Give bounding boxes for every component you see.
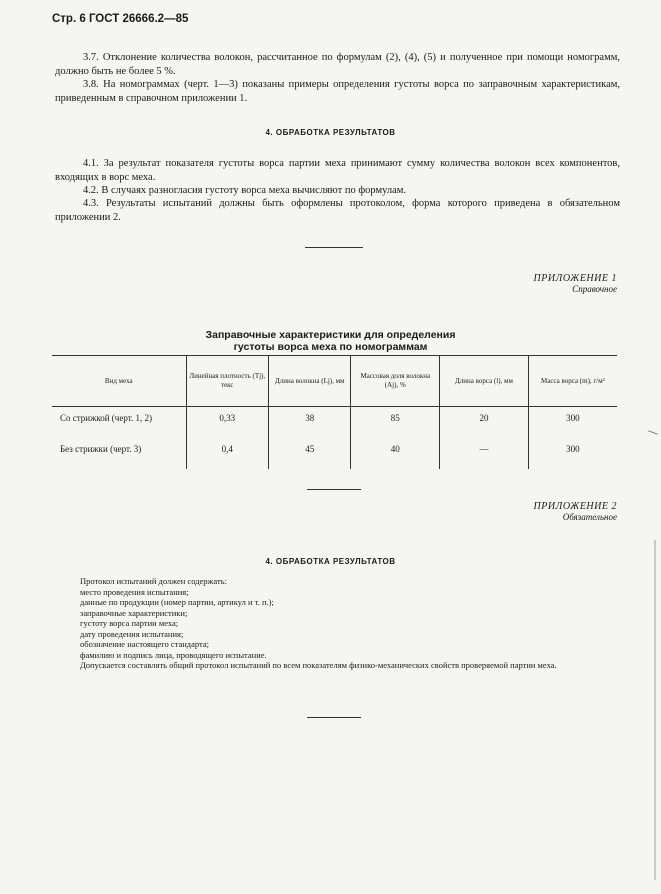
appendix-2-title: ПРИЛОЖЕНИЕ 2 <box>533 501 617 512</box>
protocol-line: дату проведения испытания; <box>80 628 184 639</box>
divider <box>307 489 361 490</box>
table-cell: 38 <box>269 407 351 439</box>
paragraph-4-1: 4.1. За результат показателя густоты ворса партии меха принимают сумму количества волокон всех компонентов, входящих в ворс меха. <box>55 158 620 183</box>
divider <box>307 717 361 718</box>
divider <box>305 247 363 248</box>
table-cell: 0,4 <box>186 438 268 469</box>
table-cell: 45 <box>269 438 351 469</box>
section-title-4: 4. ОБРАБОТКА РЕЗУЛЬТАТОВ <box>265 128 396 137</box>
characteristics-table <box>52 355 617 469</box>
column-header: Масса ворса (m), г/м² <box>528 356 617 407</box>
appendix-1-title: ПРИЛОЖЕНИЕ 1 <box>533 273 617 284</box>
paragraph-4-3: 4.3. Результаты испытаний должны быть оформлены протоколом, форма которого приведена в обязательном приложении 2. <box>55 198 620 223</box>
protocol-line: данные по продукции (номер партии, артикул и т. п.); <box>80 597 274 607</box>
table-cell: 300 <box>528 407 617 439</box>
appendix-1-label <box>534 273 618 294</box>
appendix-2-label <box>534 501 618 522</box>
protocol-final: Допускается составлять общий протокол испытаний по всем показателям физико-механических свойств проверяемой партии меха. <box>80 660 557 670</box>
table-cell: 300 <box>528 438 617 469</box>
protocol-line: густоту ворса партии меха; <box>80 618 179 628</box>
column-header: Вид меха <box>52 356 186 407</box>
table-cell-kind: Без стрижки (черт. 3) <box>60 444 142 454</box>
table-cell: 0,33 <box>186 407 268 439</box>
appendix-1-subtitle: Справочное <box>572 284 617 294</box>
page-header: Стр. 6 ГОСТ 26666.2—85 <box>52 13 189 25</box>
column-header: Массовая доля волокна (Aj), % <box>351 356 440 407</box>
table-cell-kind: Со стрижкой (черт. 1, 2) <box>60 413 152 423</box>
column-header: Длина ворса (l), мм <box>440 356 529 407</box>
table-cell: 40 <box>351 438 440 469</box>
protocol-line: место проведения испытания; <box>80 586 189 597</box>
table-row <box>52 438 617 469</box>
column-header: Длина волокна (Lj), мм <box>269 356 351 407</box>
table-cell: 20 <box>440 407 529 439</box>
protocol-list <box>80 576 620 660</box>
paragraph-3-8: 3.8. На номограммах (черт. 1—3) показаны примеры определения густоты ворса по заправочным характеристикам, приведенным в справочном приложении 1. <box>55 79 620 104</box>
protocol-line: обозначение настоящего стандарта; <box>80 639 209 649</box>
table-cell: 85 <box>351 407 440 439</box>
table-header-row <box>52 356 617 407</box>
paragraph-4-2: 4.2. В случаях разногласия густоту ворса меха вычисляют по формулам. <box>83 185 407 196</box>
table-cell: — <box>440 438 529 469</box>
column-header: Линейная плотность (Tj), текс <box>186 356 268 407</box>
protocol-line: Протокол испытаний должен содержать: <box>80 576 227 586</box>
table-title-line-2: густоты ворса меха по номограммам <box>233 341 428 353</box>
appendix-2-subtitle: Обязательное <box>562 512 617 522</box>
paragraph-3-7: 3.7. Отклонение количества волокон, рассчитанное по формулам (2), (4), (5) и полученное при помощи номограмм, должно быть не более 5 %. <box>55 52 620 77</box>
table-row <box>52 407 617 439</box>
protocol-line: фамилию и подпись лица, проводящего испытание. <box>80 649 267 660</box>
scan-mark <box>648 430 658 434</box>
scan-edge <box>654 540 656 880</box>
protocol-line: заправочные характеристики; <box>80 607 188 618</box>
table-title <box>0 329 661 353</box>
appendix-2-section-title: 4. ОБРАБОТКА РЕЗУЛЬТАТОВ <box>265 557 396 566</box>
table-title-line-1: Заправочные характеристики для определения <box>205 329 456 341</box>
